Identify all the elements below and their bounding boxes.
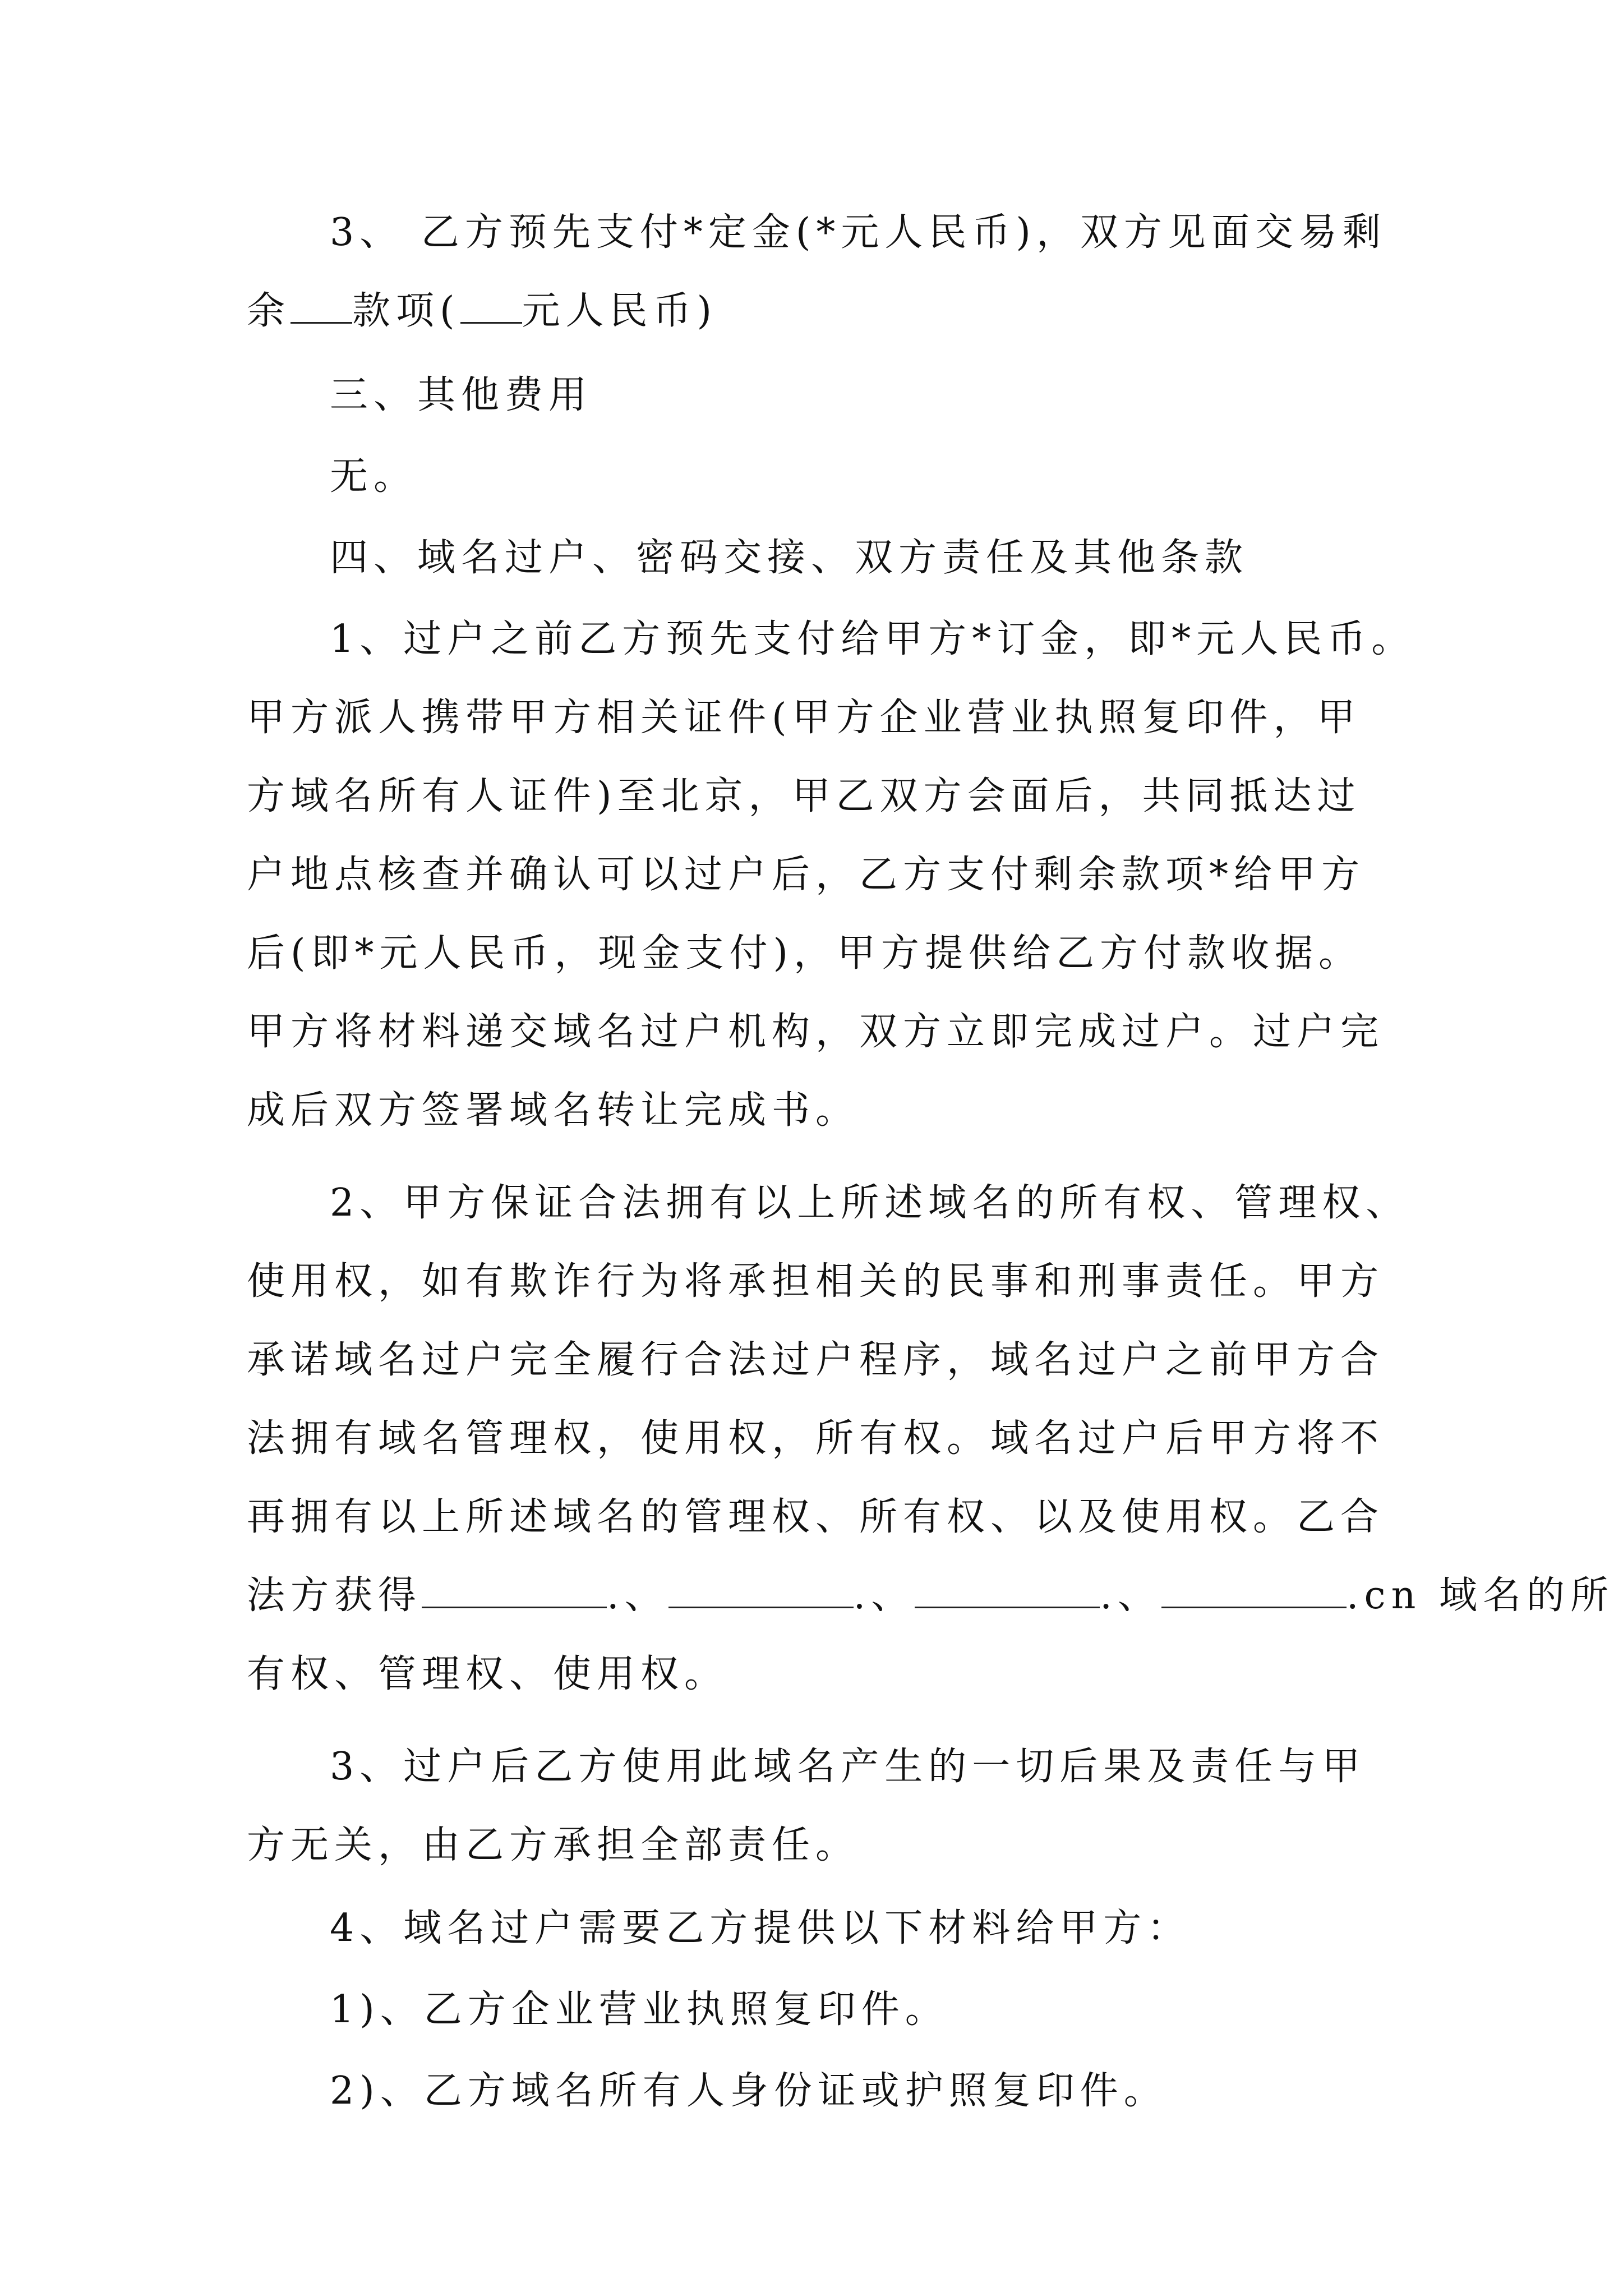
clause-1-line: 甲方派人携带甲方相关证件(甲方企业营业执照复印件，甲 [247, 696, 1361, 740]
payment-line-1: 3、 乙方预先支付*定金(*元人民币)，双方见面交易剩 [330, 210, 1386, 255]
domain-blank-3 [915, 1573, 1100, 1608]
clause-1-line: 成后双方签署域名转让完成书。 [247, 1088, 860, 1133]
domain-blank-4 [1161, 1573, 1347, 1608]
domain-separator: .、 [607, 1573, 668, 1618]
clause-2 [247, 1164, 1615, 1714]
section-transfer [247, 519, 1380, 597]
list-item: 1)、乙方企业营业执照复印件。 [330, 1987, 949, 2032]
amount-blank [460, 288, 522, 324]
clause-4-item-1 [247, 1971, 1380, 2049]
domain-separator: .、 [853, 1573, 915, 1618]
domain-prefix: 法方获得 [247, 1573, 422, 1618]
currency-label: 元人民币) [522, 289, 718, 333]
domain-separator: .、 [1100, 1573, 1161, 1618]
clause-1-line: 甲方将材料递交域名过户机构，双方立即完成过户。过户完 [247, 1010, 1385, 1054]
clause-1-line: 户地点核查并确认可以过户后，乙方支付剩余款项*给甲方 [247, 853, 1366, 897]
clause-4 [247, 1889, 1380, 1968]
clause-1-line: 后(即*元人民币，现金支付)，甲方提供给乙方付款收据。 [247, 931, 1363, 976]
payment-line-2 [247, 272, 1380, 351]
domain-suffix: .cn 域名的所 [1346, 1573, 1615, 1618]
clause-2-line: 承诺域名过户完全履行合法过户程序，域名过户之前甲方合 [247, 1338, 1385, 1382]
clause-3-line: 方无关，由乙方承担全部责任。 [247, 1823, 860, 1867]
remaining-blank [291, 288, 352, 324]
clause-2-line: 有权、管理权、使用权。 [247, 1652, 728, 1696]
remaining-label: 余 [247, 289, 291, 333]
clause-2-line: 使用权，如有欺诈行为将承担相关的民事和刑事责任。甲方 [247, 1259, 1385, 1304]
payment-label: 款项( [352, 289, 460, 333]
section-heading-4: 四、域名过户、密码交接、双方责任及其他条款 [330, 536, 1249, 580]
clause-4-item-2 [247, 2052, 1380, 2131]
clause-3 [247, 1728, 1380, 1885]
clause-2-line: 再拥有以上所述域名的管理权、所有权、以及使用权。乙合 [247, 1495, 1385, 1539]
clause-1 [247, 600, 1415, 1150]
clause-2-line: 2、甲方保证合法拥有以上所述域名的所有权、管理权、 [330, 1181, 1410, 1225]
none-text: 无。 [330, 454, 418, 499]
domain-list-line [247, 1557, 1615, 1635]
payment-clause [247, 194, 1386, 351]
list-item: 2)、乙方域名所有人身份证或护照复印件。 [330, 2069, 1168, 2113]
domain-blank-2 [668, 1573, 854, 1608]
clause-2-line: 法拥有域名管理权，使用权，所有权。域名过户后甲方将不 [247, 1416, 1385, 1461]
section-heading-3: 三、其他费用 [330, 373, 593, 417]
section-other-fees [247, 356, 1380, 435]
clause-3-line: 3、过户后乙方使用此域名产生的一切后果及责任与甲 [330, 1745, 1366, 1789]
clause-4-line: 4、域名过户需要乙方提供以下材料给甲方： [330, 1906, 1191, 1950]
domain-blank-1 [422, 1573, 607, 1608]
clause-1-line: 1、过户之前乙方预先支付给甲方*订金，即*元人民币。 [330, 617, 1415, 661]
other-fees-content [247, 438, 1380, 516]
clause-1-line: 方域名所有人证件)至北京，甲乙双方会面后，共同抵达过 [247, 774, 1361, 818]
